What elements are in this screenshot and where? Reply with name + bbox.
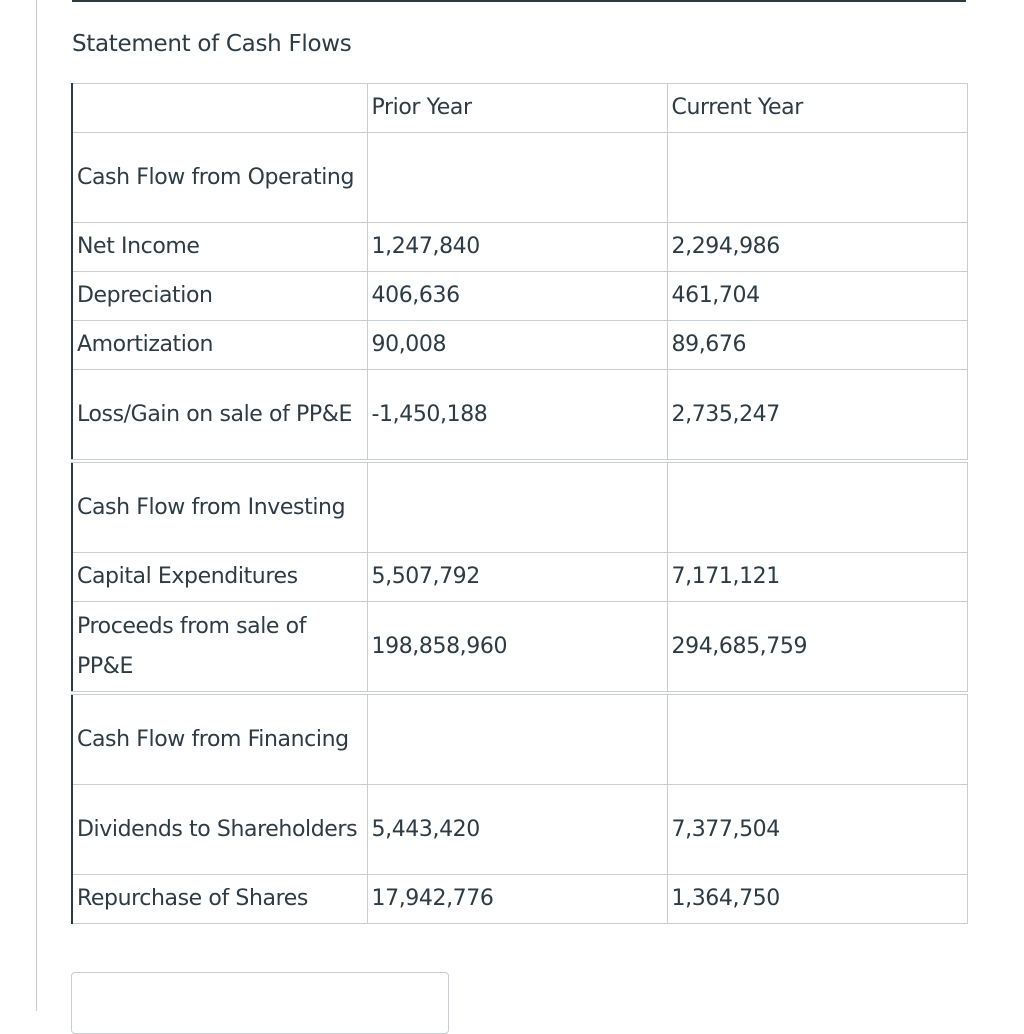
prior-year-value: 90,008 — [367, 321, 667, 370]
table-row — [72, 272, 967, 321]
row-label: Cash Flow from Investing — [72, 461, 367, 553]
current-year-value: 461,704 — [667, 272, 967, 321]
row-label: Repurchase of Shares — [72, 875, 367, 924]
current-year-value: 1,364,750 — [667, 875, 967, 924]
row-label: Capital Expenditures — [72, 553, 367, 602]
prior-year-value — [367, 133, 667, 223]
prior-year-value: 5,507,792 — [367, 553, 667, 602]
row-label: Amortization — [72, 321, 367, 370]
table-header-row — [72, 84, 967, 133]
row-label: Net Income — [72, 223, 367, 272]
row-label: Cash Flow from Operating — [72, 133, 367, 223]
current-year-value: 294,685,759 — [667, 602, 967, 694]
current-year-value — [667, 461, 967, 553]
table-row — [72, 223, 967, 272]
prior-year-value: 5,443,420 — [367, 785, 667, 875]
answer-input-box[interactable] — [71, 972, 449, 1034]
header-prior-year: Prior Year — [367, 84, 667, 133]
prior-year-value — [367, 461, 667, 553]
row-label: Loss/Gain on sale of PP&E — [72, 370, 367, 462]
header-label — [72, 84, 367, 133]
prior-year-value: 17,942,776 — [367, 875, 667, 924]
header-current-year: Current Year — [667, 84, 967, 133]
row-label: Depreciation — [72, 272, 367, 321]
table-row — [72, 370, 967, 462]
table-row — [72, 133, 967, 223]
prior-year-value: 406,636 — [367, 272, 667, 321]
top-divider — [72, 0, 966, 2]
row-label: Dividends to Shareholders — [72, 785, 367, 875]
left-divider — [36, 0, 37, 1011]
table-row — [72, 602, 967, 694]
current-year-value — [667, 133, 967, 223]
current-year-value: 7,377,504 — [667, 785, 967, 875]
row-label: Proceeds from sale of PP&E — [72, 602, 367, 694]
prior-year-value: 198,858,960 — [367, 602, 667, 694]
prior-year-value: 1,247,840 — [367, 223, 667, 272]
current-year-value: 89,676 — [667, 321, 967, 370]
current-year-value: 2,735,247 — [667, 370, 967, 462]
table-row — [72, 321, 967, 370]
prior-year-value: -1,450,188 — [367, 370, 667, 462]
current-year-value — [667, 693, 967, 785]
table-row — [72, 875, 967, 924]
cash-flow-table — [71, 83, 968, 924]
current-year-value: 7,171,121 — [667, 553, 967, 602]
row-label: Cash Flow from Financing — [72, 693, 367, 785]
table-row — [72, 693, 967, 785]
prior-year-value — [367, 693, 667, 785]
table-row — [72, 553, 967, 602]
current-year-value: 2,294,986 — [667, 223, 967, 272]
table-row — [72, 461, 967, 553]
table-row — [72, 785, 967, 875]
page-title: Statement of Cash Flows — [72, 31, 352, 57]
